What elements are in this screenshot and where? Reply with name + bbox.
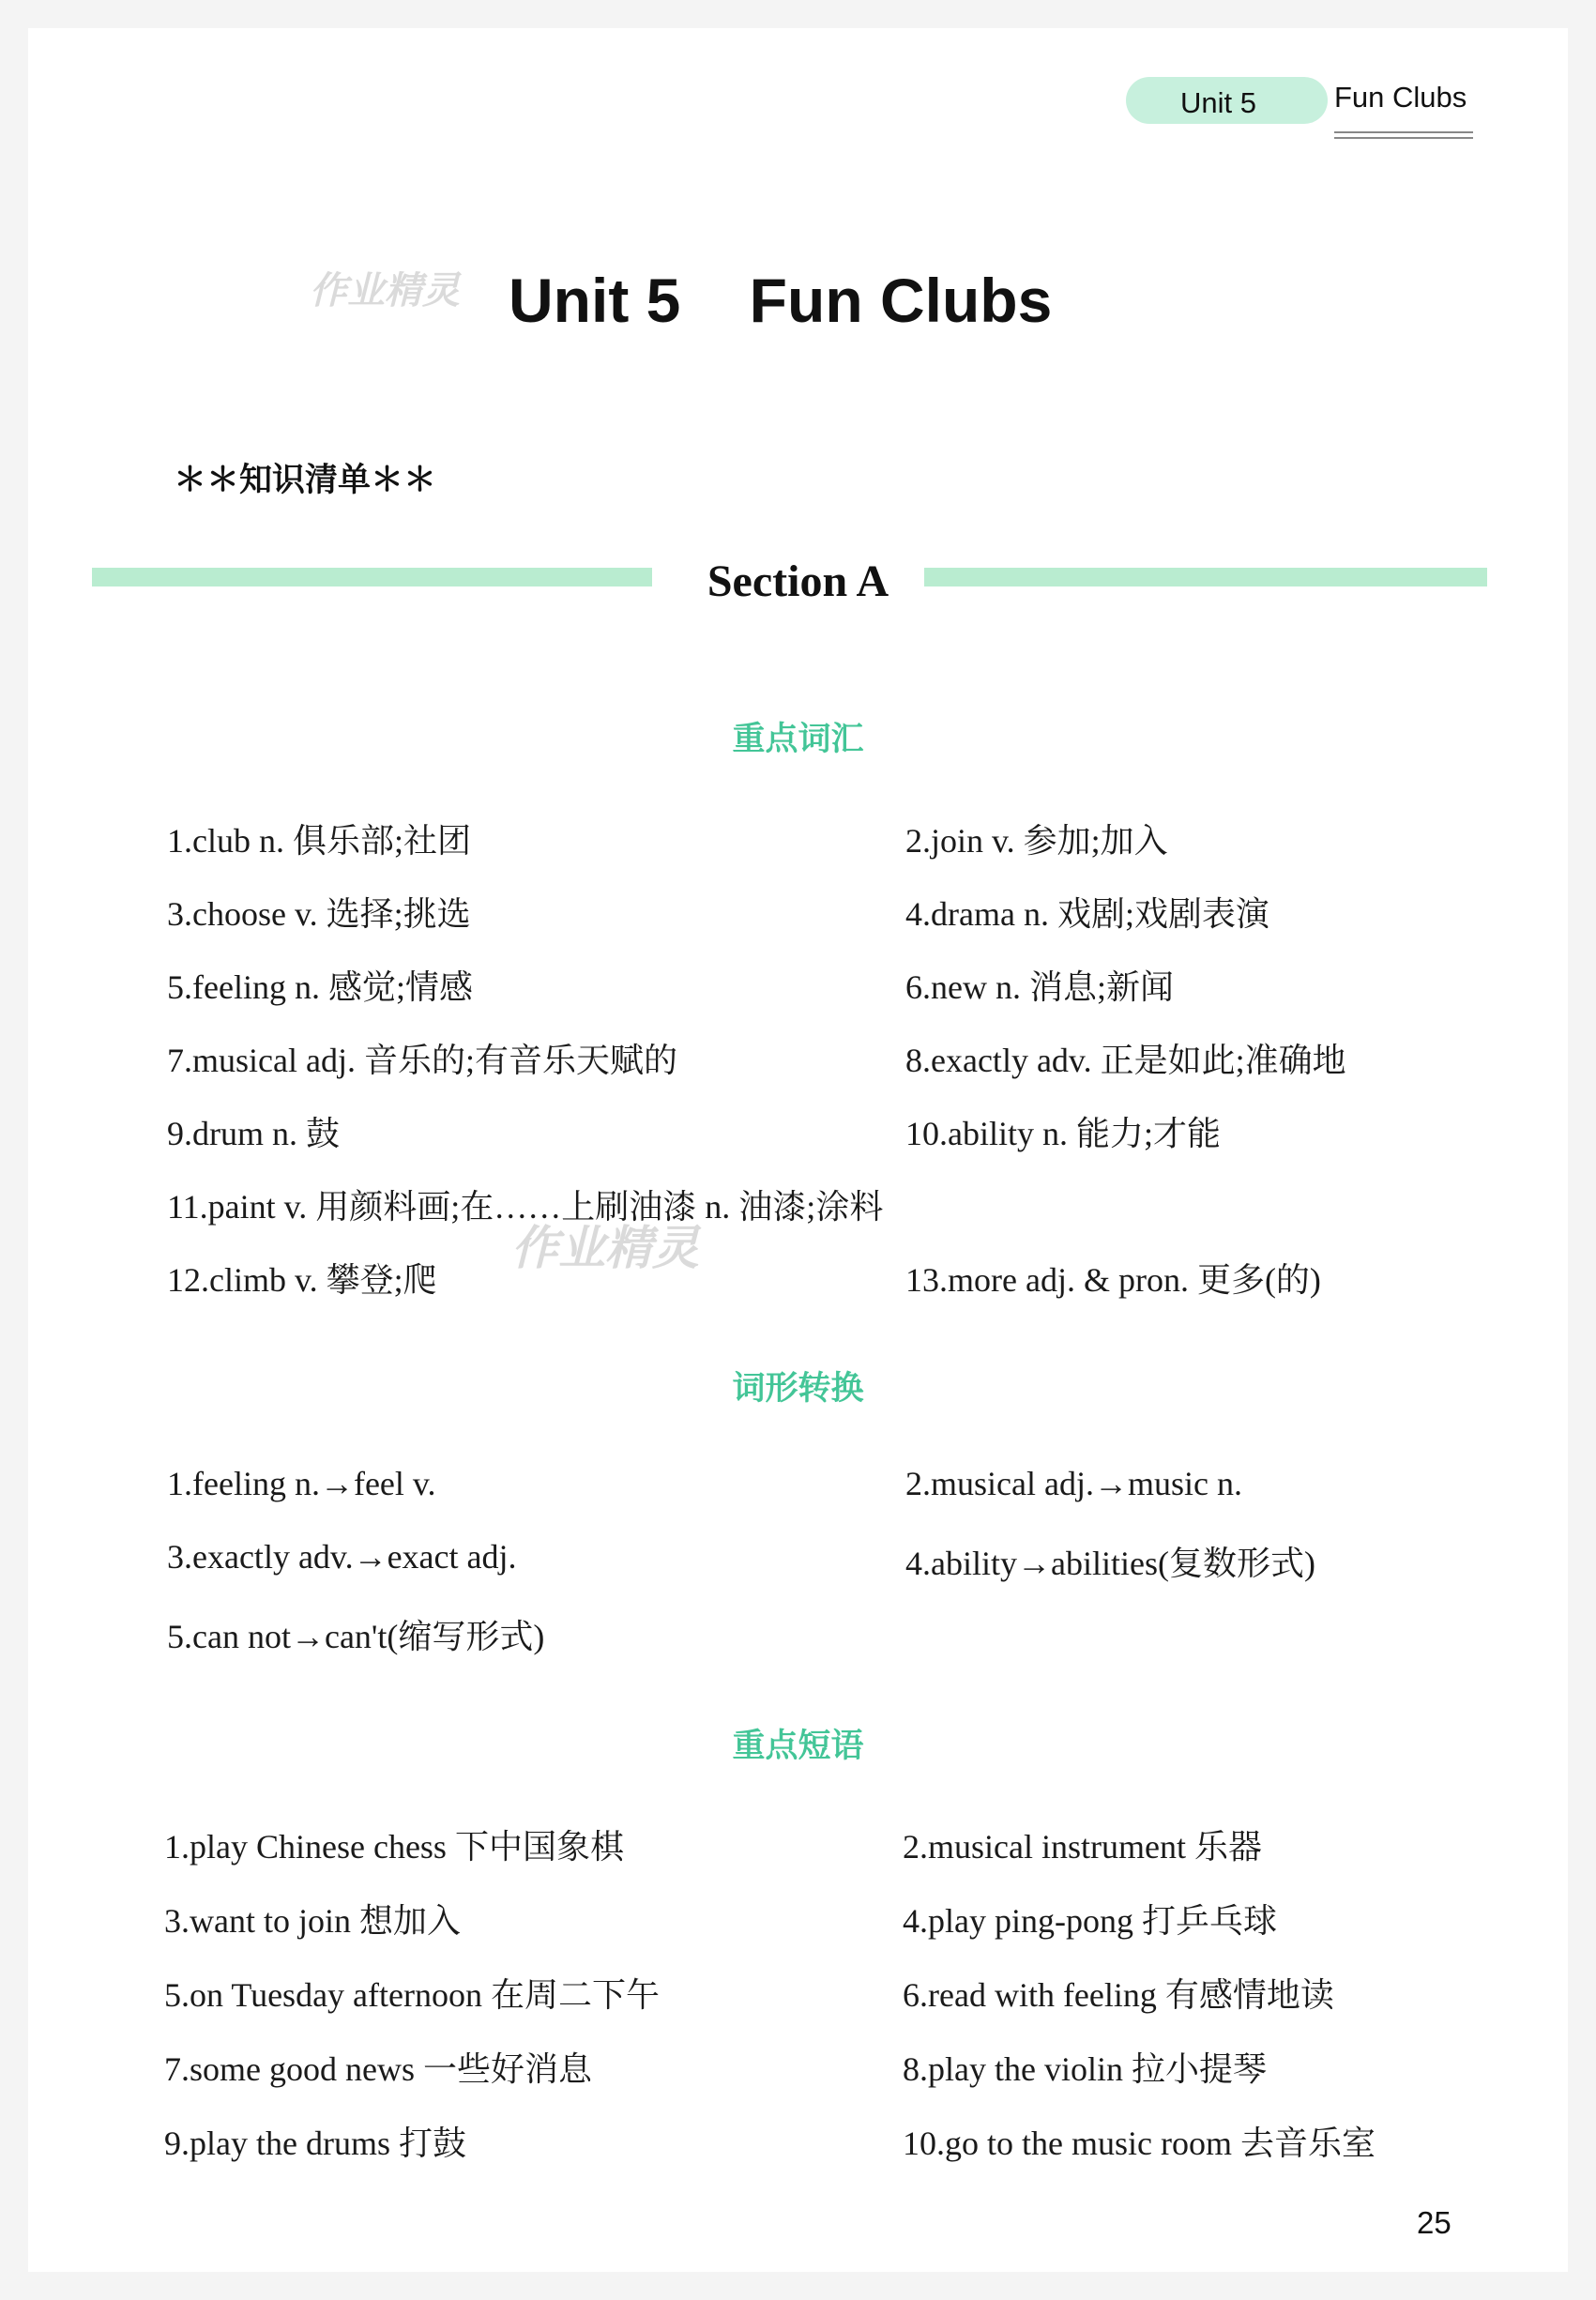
vocab-item: 11.paint v. 用颜料画;在……上刷油漆 n. 油漆;涂料 — [167, 1188, 884, 1226]
phrase-item: 2.musical instrument 乐器 — [903, 1828, 1262, 1866]
section-title: Section A — [707, 556, 889, 606]
header-rule — [1334, 137, 1473, 139]
phrase-item: 5.on Tuesday afternoon 在周二下午 — [164, 1976, 660, 2014]
vocab-item: 12.climb v. 攀登;爬 — [167, 1261, 437, 1299]
vocab-item: 10.ability n. 能力;才能 — [905, 1115, 1221, 1152]
header-unit-label: Unit 5 — [1180, 86, 1256, 119]
vocab-item: 3.choose v. 选择;挑选 — [167, 895, 471, 933]
header-title: Fun Clubs — [1334, 81, 1467, 114]
word-form-item: 3.exactly adv.→exact adj. — [167, 1538, 517, 1576]
phrase-item: 10.go to the music room 去音乐室 — [903, 2125, 1376, 2162]
word-form-item: 1.feeling n.→feel v. — [167, 1465, 436, 1502]
phrase-item: 3.want to join 想加入 — [164, 1902, 461, 1940]
vocab-item: 4.drama n. 戏剧;戏剧表演 — [905, 895, 1269, 933]
phrase-item: 8.play the violin 拉小提琴 — [903, 2050, 1267, 2088]
vocab-item: 9.drum n. 鼓 — [167, 1115, 340, 1152]
vocab-item: 6.new n. 消息;新闻 — [905, 968, 1174, 1006]
word-form-item: 2.musical adj.→music n. — [905, 1465, 1242, 1502]
vocab-item: 7.musical adj. 音乐的;有音乐天赋的 — [167, 1042, 677, 1079]
vocab-item: 8.exactly adv. 正是如此;准确地 — [905, 1042, 1346, 1079]
header-rule — [1334, 131, 1473, 133]
phrase-item: 6.read with feeling 有感情地读 — [903, 1976, 1334, 2014]
watermark: 作业精灵 — [511, 1221, 699, 1275]
phrase-item: 7.some good news 一些好消息 — [164, 2050, 592, 2088]
vocab-item: 5.feeling n. 感觉;情感 — [167, 968, 473, 1006]
watermark: 作业精灵 — [310, 269, 460, 312]
page-number: 25 — [1417, 2205, 1452, 2240]
word-form-item: 4.ability→abilities(复数形式) — [905, 1545, 1315, 1582]
phrase-item: 4.play ping-pong 打乒乓球 — [903, 1902, 1277, 1940]
vocab-item: 2.join v. 参加;加入 — [905, 822, 1168, 860]
word-form-item: 5.can not→can't(缩写形式) — [167, 1618, 545, 1655]
knowledge-list-label: ＊＊知识清单＊＊ — [174, 461, 437, 499]
phrase-item: 9.play the drums 打鼓 — [164, 2125, 466, 2162]
page-title: Unit 5 Fun Clubs — [509, 266, 1053, 335]
phrases-heading: 重点短语 — [732, 1728, 864, 1765]
word-forms-heading: 词形转换 — [732, 1370, 864, 1408]
vocab-heading: 重点词汇 — [732, 721, 864, 758]
phrase-item: 1.play Chinese chess 下中国象棋 — [164, 1828, 624, 1866]
vocab-item: 13.more adj. & pron. 更多(的) — [905, 1261, 1321, 1299]
vocab-item: 1.club n. 俱乐部;社团 — [167, 822, 471, 860]
